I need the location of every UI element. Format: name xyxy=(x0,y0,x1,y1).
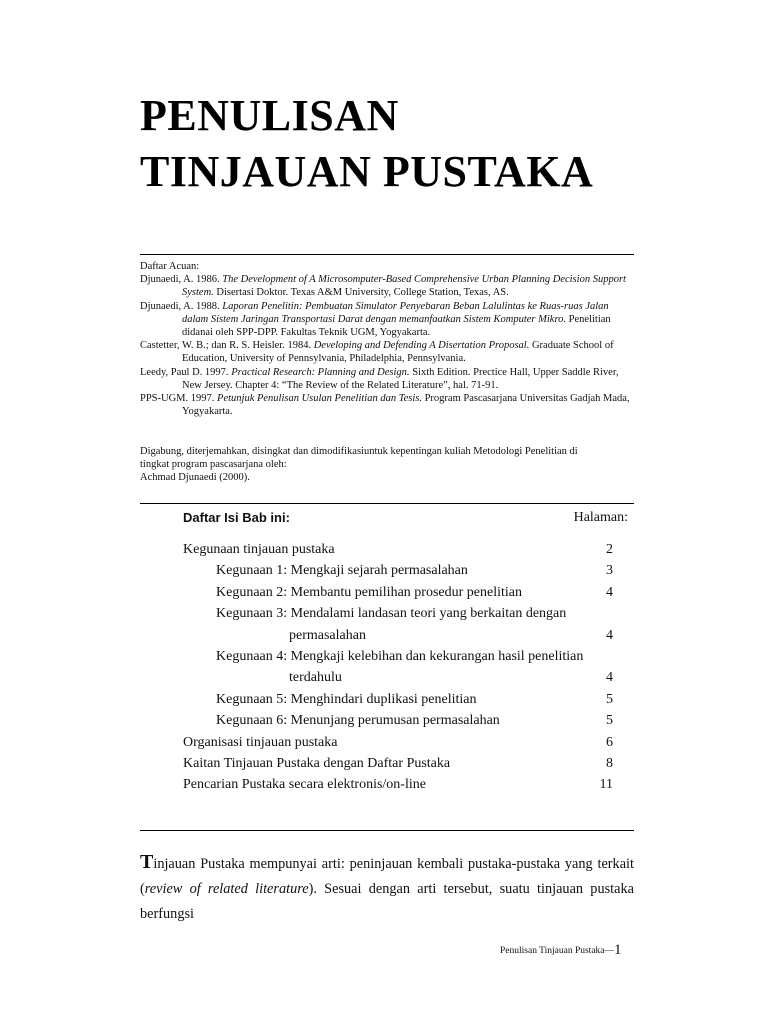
reference-publisher: Sixth Edition. Prectice Hall, Upper Saddle River, New Jersey. Chapter 4: “The Review of the Related Literature”, hal. 71-91. xyxy=(182,366,619,391)
body-text: ). Sesuai dengan arti tersebut, suatu tinjauan pustaka berfungsi xyxy=(140,881,634,922)
toc-entry-title: Kegunaan 5: Menghindari duplikasi penelitian xyxy=(216,691,477,707)
body-text: injauan Pustaka mempunyai arti: peninjauan kembali pustaka-pustaka yang terkait ( xyxy=(140,856,634,897)
page-number: 1 xyxy=(614,942,622,958)
toc-entry-page: 4 xyxy=(606,670,613,686)
toc-entry-title: permasalahan xyxy=(289,627,366,643)
adaptation-note xyxy=(140,445,640,485)
table-of-contents xyxy=(183,539,613,796)
toc-entry-title: Kegunaan 1: Mengkaji sejarah permasalahan xyxy=(216,563,468,579)
reference-list xyxy=(140,260,634,418)
toc-entry-title: Kaitan Tinjauan Pustaka dengan Daftar Pustaka xyxy=(183,755,451,771)
reference-publisher: Penelitian didanai oleh SPP-DPP. Fakultas Teknik UGM, Yogyakarta. xyxy=(182,313,611,339)
adaptation-note-line: Achmad Djunaedi (2000). xyxy=(140,472,250,484)
toc-entry xyxy=(183,560,613,581)
reference-title: Developing and Defending A Disertation Proposal. xyxy=(313,340,530,352)
toc-entry-title: Kegunaan 2: Membantu pemilihan prosedur penelitian xyxy=(216,584,522,600)
toc-entry-title: Kegunaan 6: Menunjang perumusan permasalahan xyxy=(216,713,500,729)
adaptation-note-line: Digabung, diterjemahkan, disingkat dan dimodifikasiuntuk kepentingan kuliah Metodologi Penelitian di xyxy=(140,446,578,457)
toc-entry xyxy=(183,774,613,795)
reference-item xyxy=(140,366,634,392)
chapter-title-line-1: PENULISAN xyxy=(140,91,399,140)
reference-heading: Daftar Acuan: xyxy=(140,261,200,272)
toc-entry-title: Kegunaan tinjauan pustaka xyxy=(183,542,335,557)
toc-entry xyxy=(183,603,613,624)
chapter-title xyxy=(140,88,700,200)
body-text-italic: review of related literature xyxy=(144,881,309,897)
toc-entry-page: 4 xyxy=(606,584,613,600)
toc-entry xyxy=(183,753,613,774)
reference-item xyxy=(140,339,634,365)
reference-title: Practical Research: Planning and Design. xyxy=(231,366,410,378)
toc-entry-page: 2 xyxy=(606,542,613,557)
toc-entry-title: terdahulu xyxy=(289,670,342,686)
divider-toc-top xyxy=(140,503,634,504)
toc-entry xyxy=(183,710,613,731)
toc-entry xyxy=(183,646,613,667)
reference-item xyxy=(140,300,634,340)
divider-toc-bottom xyxy=(140,830,634,831)
toc-entry xyxy=(183,625,613,646)
toc-entry xyxy=(183,582,613,603)
toc-entry xyxy=(183,689,613,710)
toc-entry-title: Kegunaan 4: Mengkaji kelebihan dan kekurangan hasil penelitian xyxy=(216,648,584,664)
divider-top xyxy=(140,254,634,255)
reference-title: Laporan Penelitin: Pembuatan Simulator Penyebaran Beban Lalulintas ke Ruas-ruas Jalan dalam Sistem Jaringan Transportasi Darat dengan memanfaatkan Sistem Komputer Mikro. xyxy=(182,300,609,325)
reference-author: Leedy, Paul D. 1997. xyxy=(140,366,232,378)
reference-item xyxy=(140,392,634,418)
page-footer xyxy=(500,942,630,959)
toc-entry-page: 8 xyxy=(606,755,613,771)
toc-entry-page: 11 xyxy=(599,777,613,793)
toc-entry xyxy=(183,667,613,688)
adaptation-note-line: tingkat program pascasarjana oleh: xyxy=(140,459,287,471)
drop-cap: T xyxy=(140,851,154,873)
toc-entry-title: Kegunaan 3: Mendalami landasan teori yang berkaitan dengan xyxy=(216,606,567,622)
toc-entry-page: 4 xyxy=(606,627,613,643)
toc-entry-page: 5 xyxy=(606,691,613,707)
reference-author: PPS-UGM. 1997. xyxy=(140,393,218,405)
reference-author: Castetter, W. B.; dan R. S. Heisler. 1984. xyxy=(140,340,314,352)
toc-heading: Daftar Isi Bab ini: xyxy=(183,510,290,525)
body-paragraph xyxy=(140,850,634,927)
chapter-title-line-2: TINJAUAN PUSTAKA xyxy=(140,147,594,196)
toc-entry-page: 5 xyxy=(606,713,613,729)
footer-label: Penulisan Tinjauan Pustaka— xyxy=(500,946,615,956)
toc-entry-page: 6 xyxy=(606,734,613,750)
reference-author: Djunaedi, A. 1988. xyxy=(140,300,223,312)
toc-entry xyxy=(183,539,613,560)
reference-title: Petunjuk Penulisan Usulan Penelitian dan Tesis. xyxy=(217,393,422,405)
reference-item xyxy=(140,273,634,299)
reference-publisher: Graduate School of Education, University of Pennsylvania, Philadelphia, Pennsylvania. xyxy=(182,340,614,365)
reference-author: Djunaedi, A. 1986. xyxy=(140,274,223,286)
reference-title: The Development of A Microsomputer-Based Comprehensive Urban Planning Decision Support System. xyxy=(182,274,626,299)
reference-publisher: Disertasi Doktor. Texas A&M University, College Station, Texas, AS. xyxy=(213,287,509,299)
reference-items xyxy=(140,273,634,418)
toc-entry-title: Organisasi tinjauan pustaka xyxy=(183,734,338,750)
toc-entry-page: 3 xyxy=(606,563,613,579)
toc-entry xyxy=(183,732,613,753)
toc-page-heading: Halaman: xyxy=(573,510,628,525)
reference-publisher: Program Pascasarjana Universitas Gadjah Mada, Yogyakarta. xyxy=(182,393,630,418)
toc-entry-title: Pencarian Pustaka secara elektronis/on-line xyxy=(183,777,426,793)
